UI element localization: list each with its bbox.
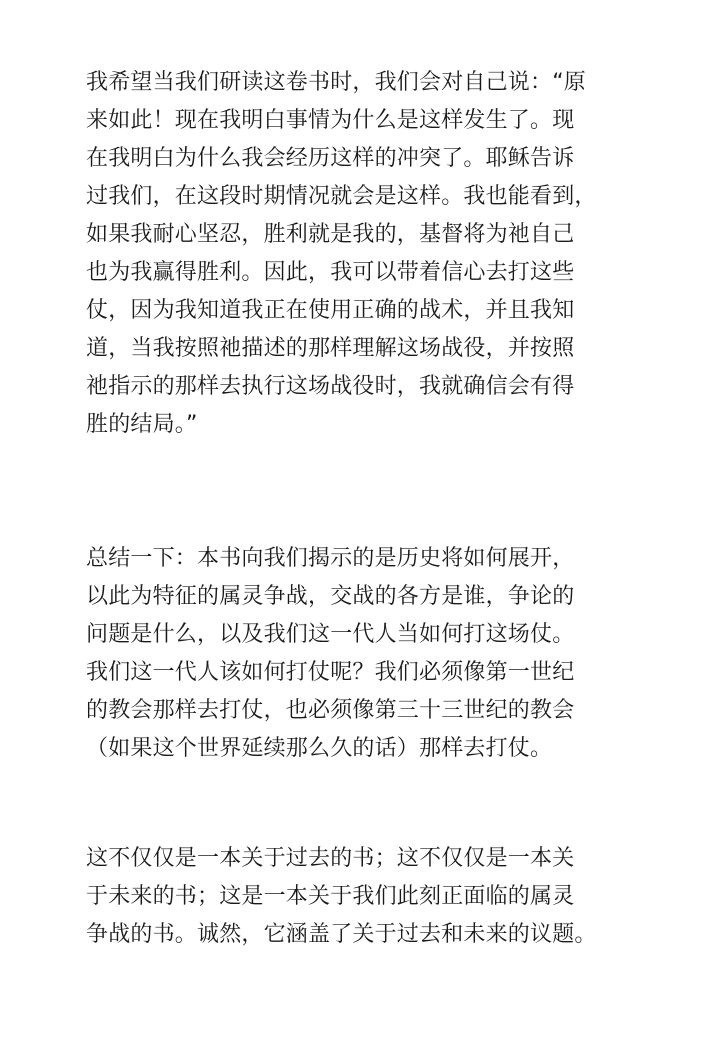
paragraph-2: 总结一下：本书向我们揭示的是历史将如何展开， 以此为特征的属灵争战，交战的各方是谁，争论的 问题是什么，以及我们这一代人当如何打这场仗。 我们这一代人该如何打仗呢？我们必须像第一世纪 的教会那样去打仗，也必须像第三十三世纪的教会 （如果这个世界延续那么久的话）那样去打仗。 <box>86 546 575 761</box>
paragraph-3: 这不仅仅是一本关于过去的书；这不仅仅是一本关 于未来的书；这是一本关于我们此刻正面临的属灵 争战的书。诚然，它涵盖了关于过去和未来的议题。 <box>86 846 597 947</box>
paragraph-1: 我希望当我们研读这卷书时，我们会对自己说：“原 来如此！现在我明白事情为什么是这样发生了。现 在我明白为什么我会经历这样的冲突了。耶稣告诉 过我们，在这段时期情况就会是这样。我也能看到， 如果我耐心坚忍，胜利就是我的，基督将为祂自己 也为我赢得胜利。因此，我可以带着信心去打这些 仗，因为我知道我正在使用正确的战术，并且我知 道，当我按照祂描述的那样理解这场战役，并按照 祂指示的那样去执行这场战役时，我就确信会有得 胜的结局。” <box>86 70 597 437</box>
